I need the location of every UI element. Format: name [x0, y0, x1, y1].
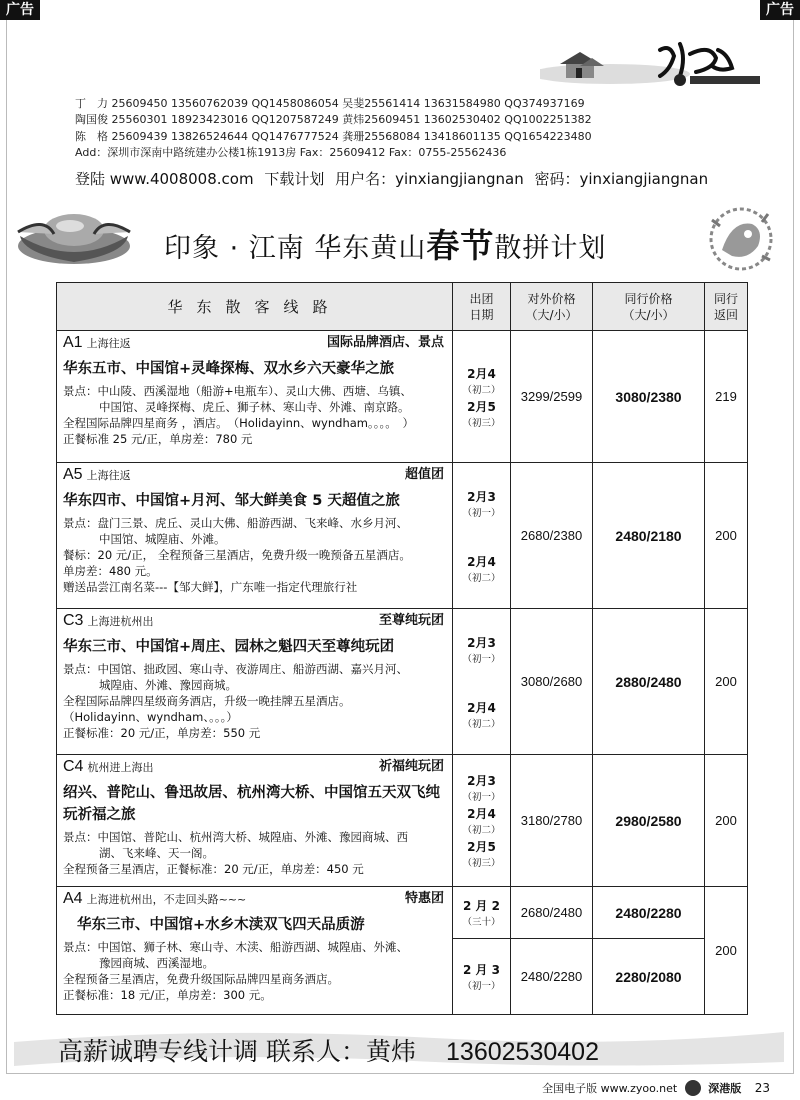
route-cell	[57, 755, 453, 887]
departure-dates	[453, 755, 511, 887]
route-detail-line: 全程预备三星酒店，正餐标准：20 元/正，单房差：450 元	[63, 862, 364, 876]
contact-qq-2: QQ1654223480	[504, 129, 592, 143]
route-title: 华东五市、中国馆+灵峰探梅、双水乡六天豪华之旅	[63, 361, 395, 377]
route-badge: 国际品牌酒店、景点	[326, 335, 444, 350]
contact-phone: 25609439	[111, 129, 168, 143]
route-row-a5	[57, 463, 748, 609]
departure-lunar: （初二）	[462, 384, 501, 396]
route-origin: 上海往返	[86, 469, 131, 482]
contact-mobile: 13826524644	[171, 129, 248, 143]
page-number: 23	[754, 1081, 770, 1095]
contact-name: 陈 格	[75, 129, 108, 143]
title-emphasis: 春节	[426, 226, 495, 265]
route-badge: 祈福纯玩团	[378, 759, 444, 774]
route-detail-line: 全程国际品牌四星商务 ，酒店。 （Holidayinn、wyndham。。。。 ）	[63, 416, 414, 430]
login-line	[75, 168, 714, 189]
recruit-phone: 13602530402	[446, 1038, 599, 1066]
table-header-row	[57, 283, 748, 331]
header-ext-price	[511, 283, 593, 331]
external-price: 3080/2680	[511, 609, 593, 755]
departure-dates	[453, 939, 511, 1015]
route-detail-line: 中国馆、灵峰探梅、虎丘、狮子林、寒山寺、外滩、南京路。	[99, 400, 410, 414]
departure-date: 2 月 2	[462, 899, 501, 913]
route-detail-line: 景点：中山陵、西溪湿地（船游+电瓶车）、灵山大佛、西塘、乌镇、	[63, 384, 412, 398]
route-detail-line: （Holidayinn、wyndham、。。。）	[63, 710, 238, 724]
departure-date: 2月4	[467, 554, 496, 569]
route-detail-line: 景点：中国馆、普陀山、杭州湾大桥、城隍庙、外滩、豫园商城、西	[63, 830, 408, 844]
route-code: C3	[63, 612, 84, 629]
route-title: 绍兴、普陀山、鲁迅故居、杭州湾大桥、中国馆五天双飞纯玩祈福之旅	[63, 785, 440, 823]
route-origin: 上海进杭州出	[87, 615, 154, 628]
login-password: 密码：yinxiangjiangnan	[534, 170, 709, 188]
recruit-contact: 联系人：黄炜	[266, 1037, 417, 1066]
departure-date: 2 月 3	[462, 963, 501, 977]
contact-qq: QQ1476777524	[251, 129, 339, 143]
external-price: 2680/2380	[511, 463, 593, 609]
departure-lunar: （初二）	[462, 718, 501, 730]
header-ext-line2: （大/小）	[525, 307, 578, 322]
departure-dates	[453, 463, 511, 609]
ad-tag-right: 广告	[760, 0, 800, 20]
route-row-c4	[57, 755, 748, 887]
contact-row	[75, 112, 592, 128]
header-date	[453, 283, 511, 331]
departure-date: 2月3	[467, 489, 496, 504]
paper-cut-ornament-icon	[702, 200, 780, 278]
contact-name-2: 龚珊25568084	[342, 129, 421, 143]
route-title: 华东三市、中国馆+水乡木渎双飞四天品质游	[77, 917, 365, 933]
departure-date: 2月4	[467, 807, 496, 821]
header-date-line1: 出团	[469, 291, 494, 306]
contact-row	[75, 96, 592, 112]
header-rebate-line1: 同行	[713, 291, 738, 306]
contact-name-2: 吴斐25561414	[342, 97, 421, 110]
contact-mobile-2: 13631584980	[423, 97, 501, 110]
route-code: A5	[63, 466, 83, 483]
departure-lunar: （初一）	[462, 507, 501, 519]
header-ext-line1: 对外价格	[527, 291, 576, 306]
brand-logo	[540, 36, 770, 96]
departure-lunar: （初一）	[462, 981, 501, 992]
route-detail-line: 正餐标准：18 元/正，单房差：300 元。	[63, 988, 272, 1002]
route-detail-line: 赠送品尝江南名菜---【邹大鲜】，广东唯一指定代理旅行社	[63, 580, 358, 594]
route-detail-line: 正餐标准：20 元/正，单房差：550 元	[63, 726, 261, 740]
route-origin: 杭州进上海出	[87, 761, 154, 774]
peer-rebate: 200	[705, 609, 748, 755]
departure-dates	[453, 609, 511, 755]
header-peer-price	[593, 283, 705, 331]
departure-lunar: （初二）	[462, 825, 501, 836]
recruitment-banner	[14, 1022, 784, 1070]
address-line: Add：深圳市深南中路统建办公楼1栋1913房 Fax：25609412 Fax：0755-25562436	[75, 146, 507, 160]
header-date-line2: 日期	[469, 307, 494, 322]
route-code: C4	[63, 758, 84, 775]
route-row-a1	[57, 331, 748, 463]
departure-date: 2月5	[467, 399, 496, 414]
footer-edition: 深港版	[708, 1082, 742, 1095]
recruitment-text	[58, 1032, 607, 1068]
login-site-link[interactable]: 登陆 www.4008008.com	[75, 170, 254, 188]
external-price: 2480/2280	[511, 939, 593, 1015]
route-detail-line: 单房差：480 元。	[63, 564, 158, 578]
route-code: A1	[63, 334, 83, 351]
departure-lunar: （初二）	[462, 572, 501, 584]
route-badge: 超值团	[404, 467, 444, 482]
contact-mobile: 13560762039	[171, 97, 248, 110]
departure-date: 2月3	[467, 635, 496, 650]
peer-price: 2980/2580	[593, 755, 705, 887]
route-detail-line: 湖、飞来峰、天一阁。	[99, 846, 214, 860]
departure-lunar: （三十）	[462, 917, 501, 928]
route-detail-line: 景点：中国馆、拙政园、寒山寺、夜游周庄、船游西湖、嘉兴月河、	[63, 662, 408, 676]
route-detail-line: 全程预备三星酒店，免费升级国际品牌四星商务酒店。	[63, 972, 339, 986]
route-badge: 至尊纯玩团	[378, 613, 444, 628]
page-footer	[542, 1080, 770, 1096]
route-code: A4	[63, 890, 83, 907]
route-cell	[57, 463, 453, 609]
header-rebate-line2: 返回	[713, 307, 738, 322]
peer-price: 2280/2080	[593, 939, 705, 1015]
contact-qq: QQ1458086054	[251, 97, 339, 110]
contact-qq-2: QQ374937169	[504, 97, 585, 110]
page-title	[164, 220, 606, 267]
route-row-a4	[57, 887, 748, 939]
gold-ingot-icon	[14, 206, 134, 268]
title-prefix: 印象 · 江南 华东黄山	[164, 233, 427, 264]
contact-mobile-2: 13602530402	[423, 113, 501, 127]
route-detail-line: 中国馆、城隍庙、外滩。	[99, 532, 226, 546]
external-price: 2680/2480	[511, 887, 593, 939]
departure-dates	[453, 331, 511, 463]
route-row-c3	[57, 609, 748, 755]
route-table	[56, 282, 748, 1015]
route-cell	[57, 609, 453, 755]
external-price: 3180/2780	[511, 755, 593, 887]
departure-date: 2月4	[467, 366, 496, 381]
route-origin: 上海进杭州出，不走回头路~~~	[86, 893, 247, 906]
header-peer-line2: （大/小）	[622, 307, 675, 322]
contact-row	[75, 129, 592, 145]
title-band	[14, 200, 784, 280]
peer-rebate: 200	[705, 887, 748, 1015]
header-peer-line1: 同行价格	[624, 291, 673, 306]
departure-lunar: （初一）	[462, 792, 501, 803]
header-rebate	[705, 283, 748, 331]
peer-price: 2880/2480	[593, 609, 705, 755]
contact-qq-2: QQ1002251382	[504, 113, 592, 127]
route-detail-line: 城隍庙、外滩、豫园商城。	[99, 678, 237, 692]
departure-lunar: （初三）	[462, 858, 501, 869]
departure-date: 2月5	[467, 840, 496, 854]
contact-phone: 25560301	[111, 113, 168, 127]
contact-phone: 25609450	[111, 97, 168, 110]
route-cell	[57, 331, 453, 463]
header-route: 华东散客线路	[57, 283, 453, 331]
peer-price: 2480/2280	[593, 887, 705, 939]
recruit-headline: 高薪诚聘专线计调	[58, 1037, 259, 1066]
route-title: 华东四市、中国馆+月河、邹大鲜美食 5 天超值之旅	[63, 493, 400, 509]
route-title: 华东三市、中国馆+周庄、园林之魁四天至尊纯玩团	[63, 639, 395, 655]
contact-name-2: 黄炜25609451	[342, 113, 421, 127]
peer-price: 3080/2380	[593, 331, 705, 463]
peer-rebate: 200	[705, 463, 748, 609]
route-cell	[57, 887, 453, 1015]
peer-rebate: 219	[705, 331, 748, 463]
contact-name: 丁 力	[75, 97, 108, 110]
route-detail-line: 正餐标准 25 元/正，单房差：780 元	[63, 432, 253, 446]
departure-lunar: （初三）	[462, 417, 501, 429]
footer-site[interactable]: 全国电子版 www.zyoo.net	[542, 1082, 678, 1095]
external-price: 3299/2599	[511, 331, 593, 463]
route-detail-line: 景点：盘门三景、虎丘、灵山大佛、船游西湖、飞来峰、水乡月河、	[63, 516, 408, 530]
peer-price: 2480/2180	[593, 463, 705, 609]
route-badge: 特惠团	[404, 891, 444, 906]
ad-tag-left: 广告	[0, 0, 40, 20]
login-username: 用户名：yinxiangjiangnan	[335, 170, 524, 188]
route-detail-line: 豫园商城、西溪湿地。	[99, 956, 214, 970]
contact-mobile: 18923423016	[171, 113, 248, 127]
contacts-block	[75, 96, 592, 162]
route-detail-line: 全程国际品牌四星级商务酒店，升级一晚挂牌五星酒店。	[63, 694, 351, 708]
peer-rebate: 200	[705, 755, 748, 887]
departure-date: 2月4	[467, 700, 496, 715]
zyoo-logo-icon	[685, 1080, 701, 1096]
departure-date: 2月3	[467, 774, 496, 788]
contact-mobile-2: 13418601135	[423, 129, 501, 143]
departure-lunar: （初一）	[462, 653, 501, 665]
title-suffix: 散拼计划	[494, 233, 607, 264]
download-plan-link[interactable]: 下载计划	[264, 170, 325, 188]
contact-name: 陶国俊	[75, 113, 108, 127]
route-detail-line: 餐标：20 元/正， 全程预备三星酒店，免费升级一晚预备五星酒店。	[63, 548, 411, 562]
departure-dates	[453, 887, 511, 939]
contact-qq: QQ1207587249	[251, 113, 339, 127]
route-detail-line: 景点：中国馆、狮子林、寒山寺、木渎、船游西湖、城隍庙、外滩、	[63, 940, 408, 954]
route-origin: 上海往返	[86, 337, 131, 350]
